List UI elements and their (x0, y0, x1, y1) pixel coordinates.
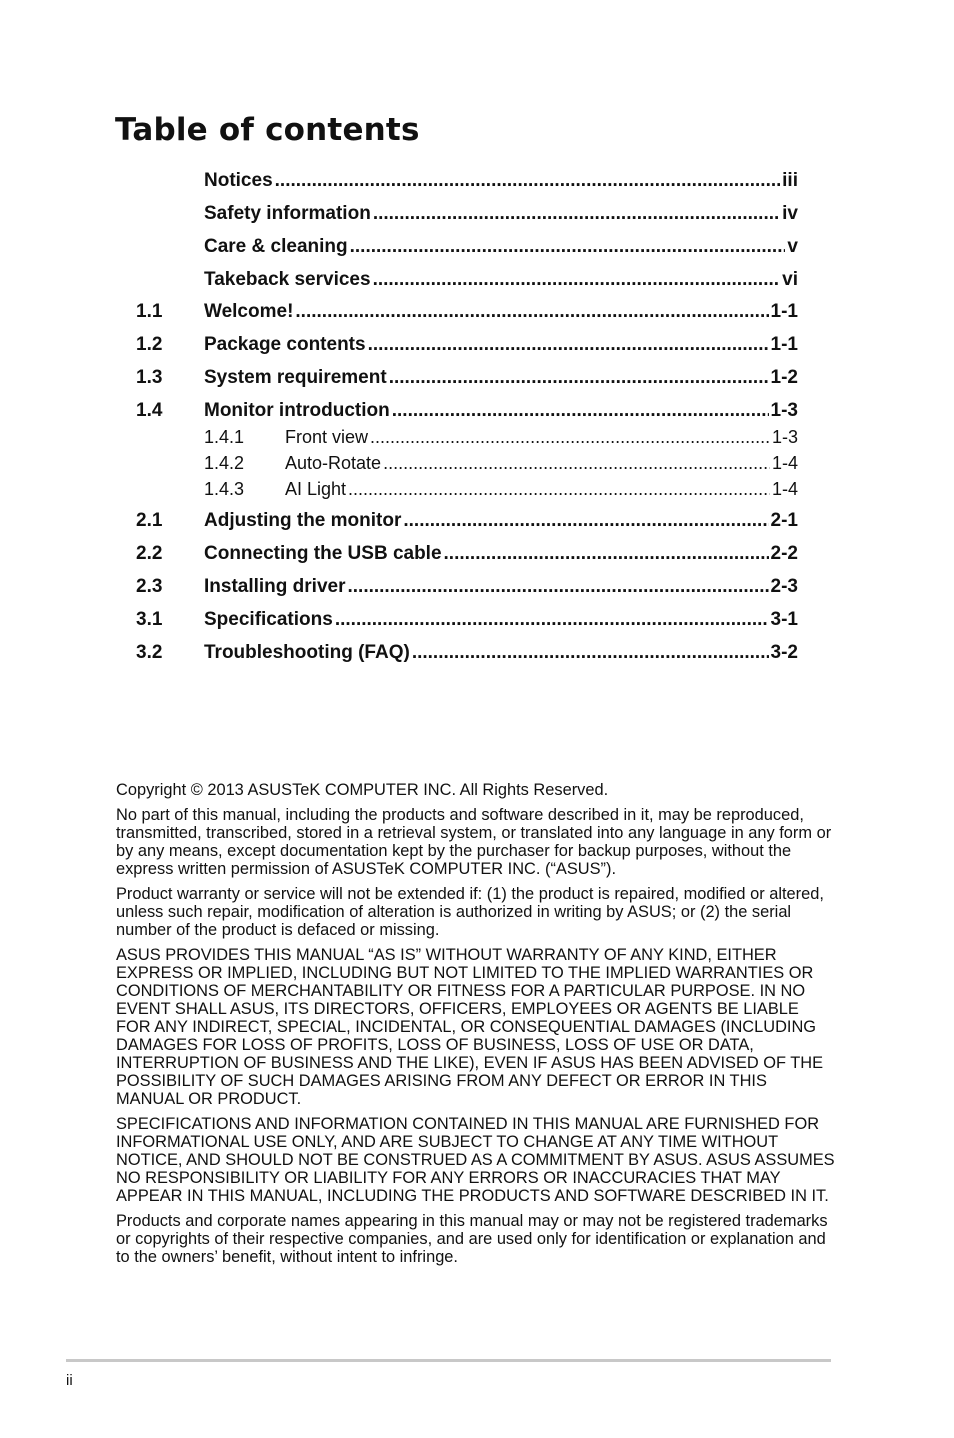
toc-entry-number: 3.1 (136, 609, 163, 630)
toc-entry-page: 2-2 (770, 543, 798, 564)
toc-entry-safety-information[interactable] (136, 201, 798, 227)
toc-dot-leader (368, 332, 769, 358)
toc-entry-title: Troubleshooting (FAQ) (204, 642, 410, 663)
toc-entry-specifications[interactable] (136, 607, 798, 633)
toc-entry-title: Monitor introduction (204, 400, 390, 421)
toc-entry-title: Auto-Rotate (285, 453, 382, 473)
legal-paragraph-warranty: Product warranty or service will not be extended if: (1) the product is repaired, modified or altered, unless such repair, modification of alteration is authorized in writing by ASUS; or (2) the serial number of the product is defaced or missing. (116, 885, 824, 939)
toc-entry-title: Specifications (204, 609, 333, 630)
toc-entry-page: 3-2 (770, 642, 798, 663)
toc-entry-page: 1-4 (771, 479, 798, 499)
toc-entry-number: 2.3 (136, 576, 163, 597)
toc-entry-welcome[interactable] (136, 299, 798, 325)
toc-entry-auto-rotate[interactable] (136, 450, 798, 476)
toc-entry-troubleshooting[interactable] (136, 640, 798, 666)
toc-dot-leader (350, 234, 786, 260)
toc-entry-title: Care & cleaning (204, 236, 348, 257)
toc-entry-front-view[interactable] (136, 424, 798, 450)
toc-entry-adjusting-the-monitor[interactable] (136, 508, 798, 534)
toc-entry-title: System requirement (204, 367, 387, 388)
page-title: Table of contents (115, 112, 420, 148)
toc-entry-page: iv (782, 203, 798, 224)
toc-dot-leader (383, 450, 770, 476)
copyright-line: Copyright © 2013 ASUSTeK COMPUTER INC. All Rights Reserved. (116, 781, 609, 799)
toc-entry-title: Safety information (204, 203, 371, 224)
toc-entry-title: Adjusting the monitor (204, 510, 402, 531)
toc-dot-leader (370, 424, 770, 450)
toc-entry-number: 1.4.3 (204, 479, 245, 499)
toc-entry-title: Installing driver (204, 576, 346, 597)
toc-dot-leader (412, 640, 769, 666)
toc-entry-page: 1-4 (771, 453, 798, 473)
toc-entry-installing-driver[interactable] (136, 574, 798, 600)
toc-entry-ai-light[interactable] (136, 476, 798, 502)
toc-entry-page: 1-1 (770, 334, 798, 355)
toc-entry-number: 2.1 (136, 510, 163, 531)
toc-entry-page: 3-1 (770, 609, 798, 630)
toc-entry-title: Front view (285, 427, 369, 447)
legal-paragraph-trademarks: Products and corporate names appearing in this manual may or may not be registered trademarks or copyrights of their respective companies, and are used only for identification or explanation and to the owners’ benefit, without intent to infringe. (116, 1212, 828, 1266)
toc-dot-leader (403, 508, 768, 534)
toc-entry-title: Notices (204, 170, 273, 191)
toc-dot-leader (295, 299, 768, 325)
toc-entry-page: 1-1 (770, 301, 798, 322)
toc-entry-title: Takeback services (204, 269, 371, 290)
toc-entry-system-requirement[interactable] (136, 365, 798, 391)
toc-entry-page: v (787, 236, 798, 257)
toc-entry-takeback-services[interactable] (136, 267, 798, 293)
toc-dot-leader (335, 607, 769, 633)
toc-dot-leader (373, 267, 781, 293)
toc-entry-page: 2-1 (770, 510, 798, 531)
toc-entry-page: 1-3 (770, 400, 798, 421)
toc-entry-title: Welcome! (204, 301, 294, 322)
toc-entry-title: Package contents (204, 334, 366, 355)
legal-paragraph-disclaimer: ASUS PROVIDES THIS MANUAL “AS IS” WITHOUT WARRANTY OF ANY KIND, EITHER EXPRESS OR IMPLIED, INCLUDING BUT NOT LIMITED TO THE IMPLIED WARRANTIES OR CONDITIONS OF MERCHANTABILITY OR FITNESS FOR A PARTICULAR PURPOSE. IN NO EVENT SHALL ASUS, ITS DIRECTORS, OFFICERS, EMPLOYEES OR AGENTS BE LIABLE FOR ANY INDIRECT, SPECIAL, INCIDENTAL, OR CONSEQUENTIAL DAMAGES (INCLUDING DAMAGES FOR LOSS OF PROFITS, LOSS OF BUSINESS, LOSS OF USE OR DATA, INTERRUPTION OF BUSINESS AND THE LIKE), EVEN IF ASUS HAS BEEN ADVISED OF THE POSSIBILITY OF SUCH DAMAGES ARISING FROM ANY DEFECT OR ERROR IN THIS MANUAL OR PRODUCT. (116, 946, 824, 1108)
toc-entry-number: 1.1 (136, 301, 163, 322)
toc-dot-leader (348, 476, 770, 502)
toc-dot-leader (392, 398, 769, 424)
toc-entry-notices[interactable] (136, 168, 798, 194)
toc-entry-number: 3.2 (136, 642, 163, 663)
toc-entry-connecting-usb-cable[interactable] (136, 541, 798, 567)
legal-paragraph-reproduction: No part of this manual, including the products and software described in it, may be reproduced, transmitted, transcribed, stored in a retrieval system, or translated into any language in any form or by any means, except documentation kept by the purchaser for backup purposes, without the express written permission of ASUSTeK COMPUTER INC. (“ASUS”). (116, 806, 832, 878)
toc-dot-leader (347, 574, 768, 600)
toc-entry-number: 2.2 (136, 543, 163, 564)
footer-divider (66, 1359, 831, 1362)
toc-dot-leader (373, 201, 780, 227)
toc-entry-title: Connecting the USB cable (204, 543, 442, 564)
toc-entry-page: 1-3 (771, 427, 798, 447)
page-number: ii (66, 1372, 73, 1389)
toc-entry-page: 2-3 (770, 576, 798, 597)
toc-entry-page: 1-2 (770, 367, 798, 388)
toc-dot-leader (275, 168, 781, 194)
toc-entry-number: 1.4.1 (204, 427, 245, 447)
toc-entry-care-cleaning[interactable] (136, 234, 798, 260)
legal-paragraph-specifications: SPECIFICATIONS AND INFORMATION CONTAINED IN THIS MANUAL ARE FURNISHED FOR INFORMATIONAL USE ONLY, AND ARE SUBJECT TO CHANGE AT ANY TIME WITHOUT NOTICE, AND SHOULD NOT BE CONSTRUED AS A COMMITMENT BY ASUS. ASUS ASSUMES NO RESPONSIBILITY OR LIABILITY FOR ANY ERRORS OR INACCURACIES THAT MAY APPEAR IN THIS MANUAL, INCLUDING THE PRODUCTS AND SOFTWARE DESCRIBED IN IT. (116, 1115, 835, 1205)
toc-dot-leader (389, 365, 769, 391)
toc-entry-page: iii (782, 170, 798, 191)
toc-entry-package-contents[interactable] (136, 332, 798, 358)
toc-entry-monitor-introduction[interactable] (136, 398, 798, 424)
toc-entry-number: 1.4.2 (204, 453, 245, 473)
toc-dot-leader (444, 541, 769, 567)
legal-notice (116, 781, 836, 1273)
toc-entry-number: 1.3 (136, 367, 163, 388)
toc-entry-number: 1.2 (136, 334, 163, 355)
toc-entry-number: 1.4 (136, 400, 163, 421)
toc-entry-title: AI Light (285, 479, 347, 499)
toc-entry-page: vi (782, 269, 798, 290)
